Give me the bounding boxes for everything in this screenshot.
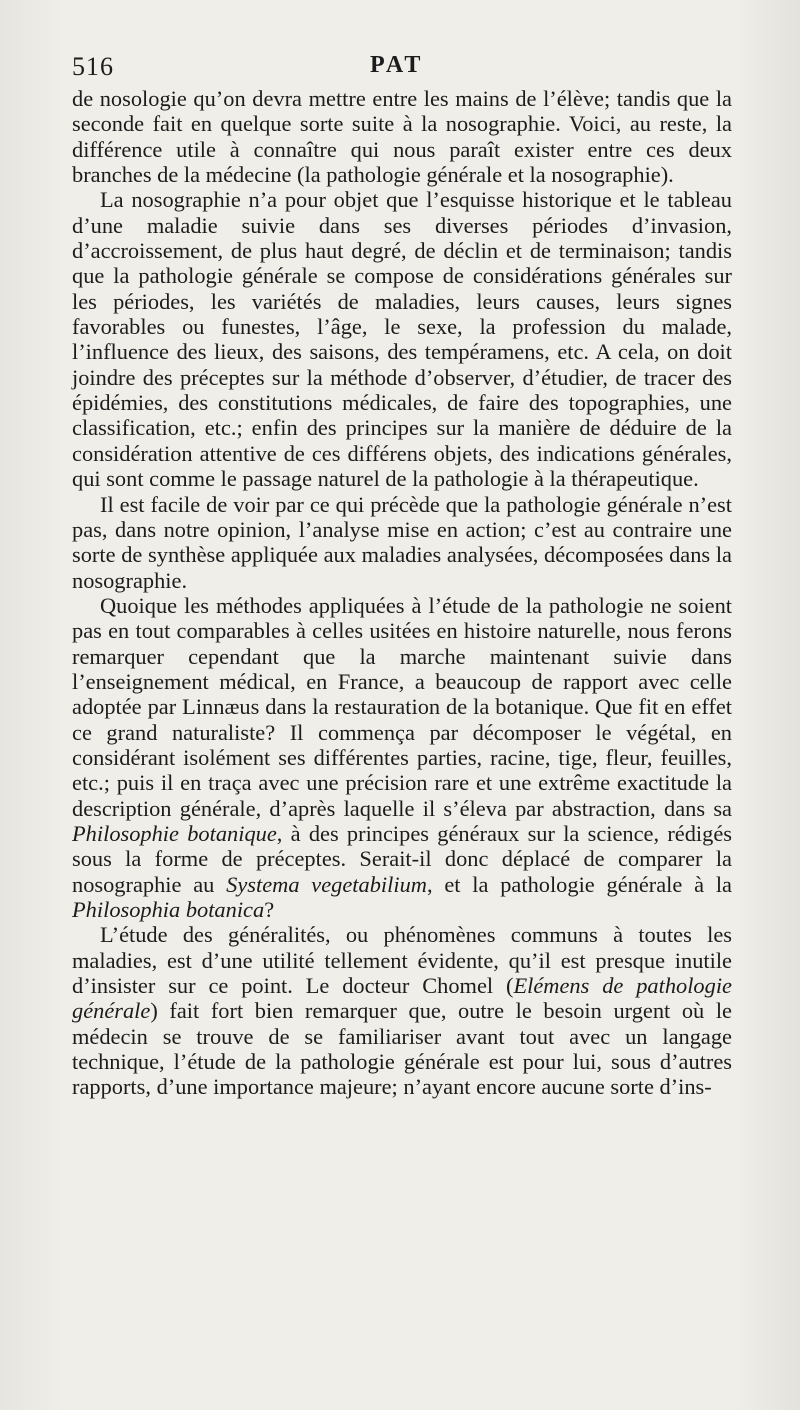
page-header [72, 52, 732, 82]
paragraph-4-text-2: , à des principes généraux sur la science, rédigés sous la forme de préceptes. Serait-il donc déplacé de comparer la nosographie au [72, 820, 732, 897]
paragraph-4-text-1: Quoique les méthodes appliquées à l’étude de la pathologie ne soient pas en tout comparables à celles usitées en histoire naturelle, nous ferons remarquer cependant que la marche maintenant suivie dans l’enseignement médical, en France, a beaucoup de rapport avec celle adoptée par Linnæus dans la restauration de la botanique. Que fit en effet ce grand naturaliste? Il commença par décomposer le végétal, en considérant isolément ses différentes parties, racine, tige, fleur, feuilles, etc.; puis il en traça avec une précision rare et une extrême exactitude la description générale, d’après laquelle il s’éleva par abstraction, dans sa [72, 592, 732, 821]
paragraph-2 [72, 187, 732, 491]
paragraph-2-text: La nosographie n’a pour objet que l’esquisse historique et le tableau d’une maladie suivie dans ses diverses périodes d’invasion, d’accroissement, de plus haut degré, de déclin et de terminaison; tandis que la pathologie générale se compose de considérations générales sur les périodes, les variétés de maladies, leurs causes, leurs signes favorables ou funestes, l’âge, le sexe, la profession du malade, l’influence des lieux, des saisons, des tempéramens, etc. A cela, on doit joindre des préceptes sur la méthode d’observer, d’étudier, de tracer des épidémies, des constitutions médicales, de faire des topographies, une classification, etc.; enfin des principes sur la manière de déduire de la considération attentive de ces différens objets, des indications générales, qui sont comme le passage naturel de la pathologie à la thérapeutique. [72, 187, 732, 492]
paragraph-1-text: de nosologie qu’on devra mettre entre les mains de l’élève; tandis que la seconde fait en quelque sorte suite à la nosographie. Voici, au reste, la différence utile à connaître qui nous paraît exister entre ces deux branches de la médecine (la pathologie générale et la nosographie). [72, 86, 732, 188]
book-title-systema-vegetabilium: Systema vegetabilium [226, 871, 427, 897]
page-number: 516 [72, 52, 114, 81]
book-title-philosophie-botanique: Philosophie botanique [72, 820, 277, 846]
paragraph-3 [72, 492, 732, 593]
body-text [72, 86, 732, 1100]
paragraph-4-text-4: ? [264, 897, 275, 922]
paragraph-4 [72, 593, 732, 922]
paragraph-5-text-2: ) fait fort bien remarquer que, outre le besoin urgent où le médecin se trouve de se familiariser avant tout avec un langage technique, l’étude de la pathologie générale est pour lui, sous d’autres rapports, d’une importance majeure; n’ayant encore aucune sorte d’ins- [72, 998, 732, 1100]
paragraph-1 [72, 86, 732, 187]
paragraph-4-text-3: , et la pathologie générale à la [426, 871, 732, 897]
paragraph-5 [72, 922, 732, 1099]
paragraph-5-text-1: L’étude des généralités, ou phénomènes communs à toutes les maladies, est d’une utilité tellement évidente, qu’il est presque inutile d’insister sur ce point. Le docteur Chomel ( [72, 922, 732, 999]
running-head: PAT [370, 52, 424, 78]
book-title-philosophia-botanica: Philosophia botanica [72, 897, 265, 922]
paragraph-3-text: Il est facile de voir par ce qui précède que la pathologie générale n’est pas, dans notre opinion, l’analyse mise en action; c’est au contraire une sorte de synthèse appliquée aux maladies analysées, décomposées dans la nosographie. [72, 491, 732, 593]
book-title-elemens-de-pathologie: Elémens de pathologie générale [72, 973, 732, 1024]
